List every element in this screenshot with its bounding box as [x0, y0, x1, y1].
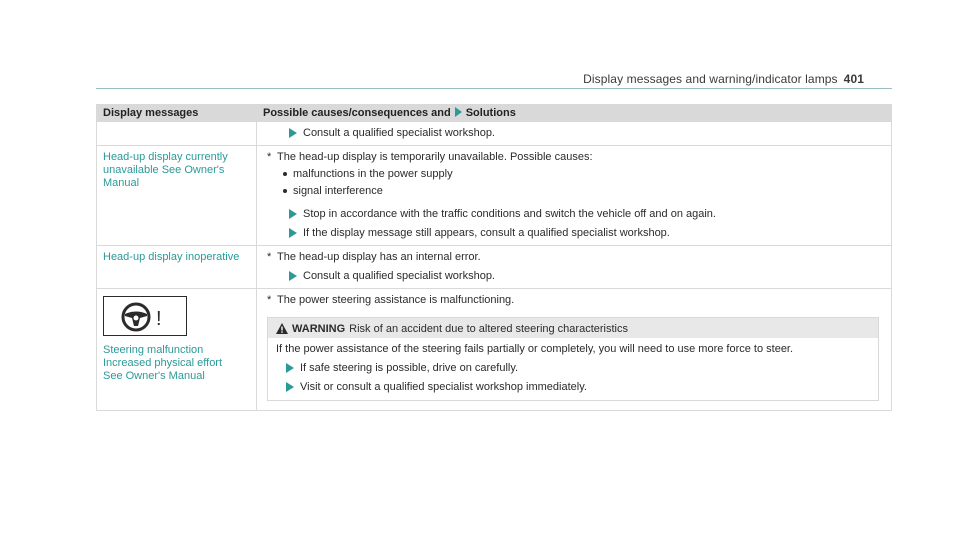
- steering-wheel-warning-icon: [103, 296, 187, 336]
- cause-bullet: malfunctions in the power supply: [267, 168, 885, 181]
- message-cell: [97, 122, 257, 146]
- table-row: [97, 289, 892, 411]
- solution-step: Consult a qualified specialist workshop.: [303, 127, 495, 139]
- message-cell: [97, 246, 257, 289]
- cause-star: *: [267, 251, 272, 263]
- solution-cell: [257, 122, 892, 146]
- step-arrow-icon: [286, 382, 294, 392]
- solution-step: Consult a qualified specialist workshop.: [303, 270, 495, 282]
- step-arrow-icon: [289, 128, 297, 138]
- table-row: [97, 146, 892, 246]
- step-arrow-icon: [286, 363, 294, 373]
- table-row: [97, 122, 892, 146]
- warning-box: [267, 317, 879, 401]
- warning-header: [268, 318, 878, 338]
- table-header-row: [97, 105, 892, 122]
- warning-label: WARNING: [292, 323, 346, 335]
- step-arrow-icon: [289, 228, 297, 238]
- solution-arrow-icon: [455, 107, 462, 117]
- warning-triangle-icon: [276, 323, 288, 334]
- col-header-causes: Possible causes/consequences and: [263, 107, 451, 119]
- display-message-text: Head-up display currently unavailable See Owner's Manual: [103, 151, 228, 189]
- display-message-line: Steering malfunction: [103, 344, 204, 356]
- cause-text: The head-up display is temporarily unavailable. Possible causes:: [277, 151, 593, 163]
- step-arrow-icon: [289, 209, 297, 219]
- step-arrow-icon: [289, 271, 297, 281]
- display-message-text: Head-up display inoperative: [103, 251, 240, 263]
- exclamation-mark: !: [156, 308, 162, 330]
- col-header-display-messages: Display messages: [97, 105, 257, 122]
- page-number: 401: [843, 72, 864, 86]
- warning-body: [268, 338, 878, 400]
- display-message-line: See Owner's Manual: [103, 370, 205, 382]
- col-header-solutions: Solutions: [465, 107, 516, 119]
- running-header: [583, 72, 864, 86]
- cause-star: *: [267, 294, 272, 306]
- running-header-title: Display messages and warning/indicator lamps: [583, 72, 838, 86]
- solution-step: If safe steering is possible, drive on carefully.: [300, 362, 519, 374]
- table-row: [97, 246, 892, 289]
- warning-text: If the power assistance of the steering fails partially or completely, you will need to use more force to steer.: [276, 343, 794, 355]
- cause-text: The head-up display has an internal error.: [277, 251, 481, 263]
- solution-cell: [257, 146, 892, 246]
- col-header-causes-solutions: [257, 105, 892, 122]
- solution-cell: [257, 246, 892, 289]
- message-cell: [97, 146, 257, 246]
- warning-title: Risk of an accident due to altered steering characteristics: [349, 323, 628, 335]
- message-cell: [97, 289, 257, 411]
- solution-step: Visit or consult a qualified specialist workshop immediately.: [300, 381, 587, 393]
- header-rule: [96, 88, 892, 89]
- cause-text: The power steering assistance is malfunctioning.: [277, 294, 515, 306]
- display-message-line: Increased physical effort: [103, 357, 223, 369]
- solution-cell: [257, 289, 892, 411]
- cause-star: *: [267, 151, 272, 163]
- solution-step: If the display message still appears, consult a qualified specialist workshop.: [303, 227, 670, 239]
- solution-step: Stop in accordance with the traffic conditions and switch the vehicle off and on again.: [303, 208, 716, 220]
- display-messages-table: [96, 104, 892, 411]
- cause-bullet: signal interference: [267, 185, 885, 198]
